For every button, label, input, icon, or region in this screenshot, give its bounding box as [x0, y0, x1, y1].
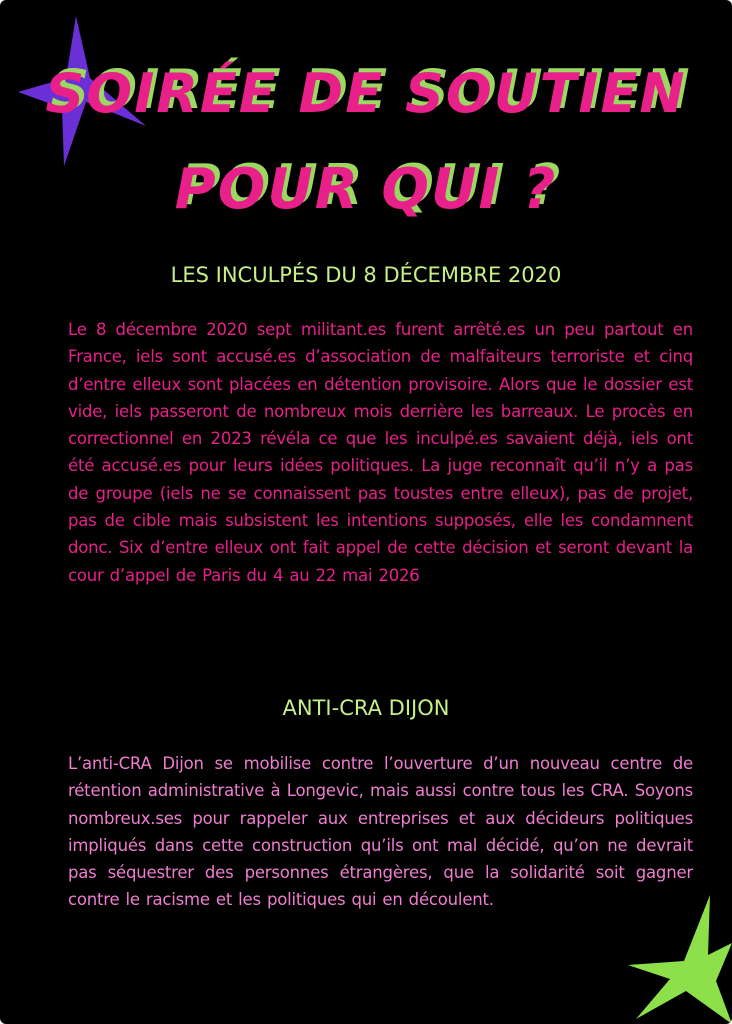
- section-body-inculpes: Le 8 décembre 2020 sept militant.es furent arrêté.es un peu partout en France, iels sont accusé.es d’association de malfaiteurs terroriste et cinq d’entre elleux sont placées en détention provisoire. Alors que le dossier est vide, iels passeront de nombreux mois derrière les barreaux. Le procès en correctionnel en 2023 révéla ce que les inculpé.es savaient déjà, iels ont été accusé.es pour leurs idées politiques. La juge reconnaît qu’il n’y a pas de groupe (iels ne se connaissent pas toustes entre elleux), pas de projet, pas de cible mais subsistent les intentions supposés, elle les condamnent donc. Six d’entre elleux ont fait appel de cette décision et seront devant la cour d’appel de Paris du 4 au 22 mai 2026: [68, 320, 693, 585]
- section-heading-inculpes: LES INCULPÉS DU 8 DÉCEMBRE 2020: [170, 263, 562, 287]
- title-line-2: POUR QUI ?: [174, 157, 558, 222]
- title-line-1: SOIRÉE DE SOUTIEN: [45, 62, 687, 125]
- section-heading-anti-cra: ANTI-CRA DIJON: [282, 696, 450, 720]
- section-body-anti-cra: L’anti-CRA Dijon se mobilise contre l’ouverture d’un nouveau centre de rétention administrative à Longevic, mais aussi contre tous les CRA. Soyons nombreux.ses pour rappeler aux entreprises et aux décideurs politiques impliqués dans cette construction qu’ils ont mal décidé, qu’on ne devrait pas séquestrer des personnes étrangères, que la solidarité soit gagner contre le racisme et les politiques qui en découlent.: [68, 754, 693, 910]
- star-burst-green-icon: [628, 895, 732, 1024]
